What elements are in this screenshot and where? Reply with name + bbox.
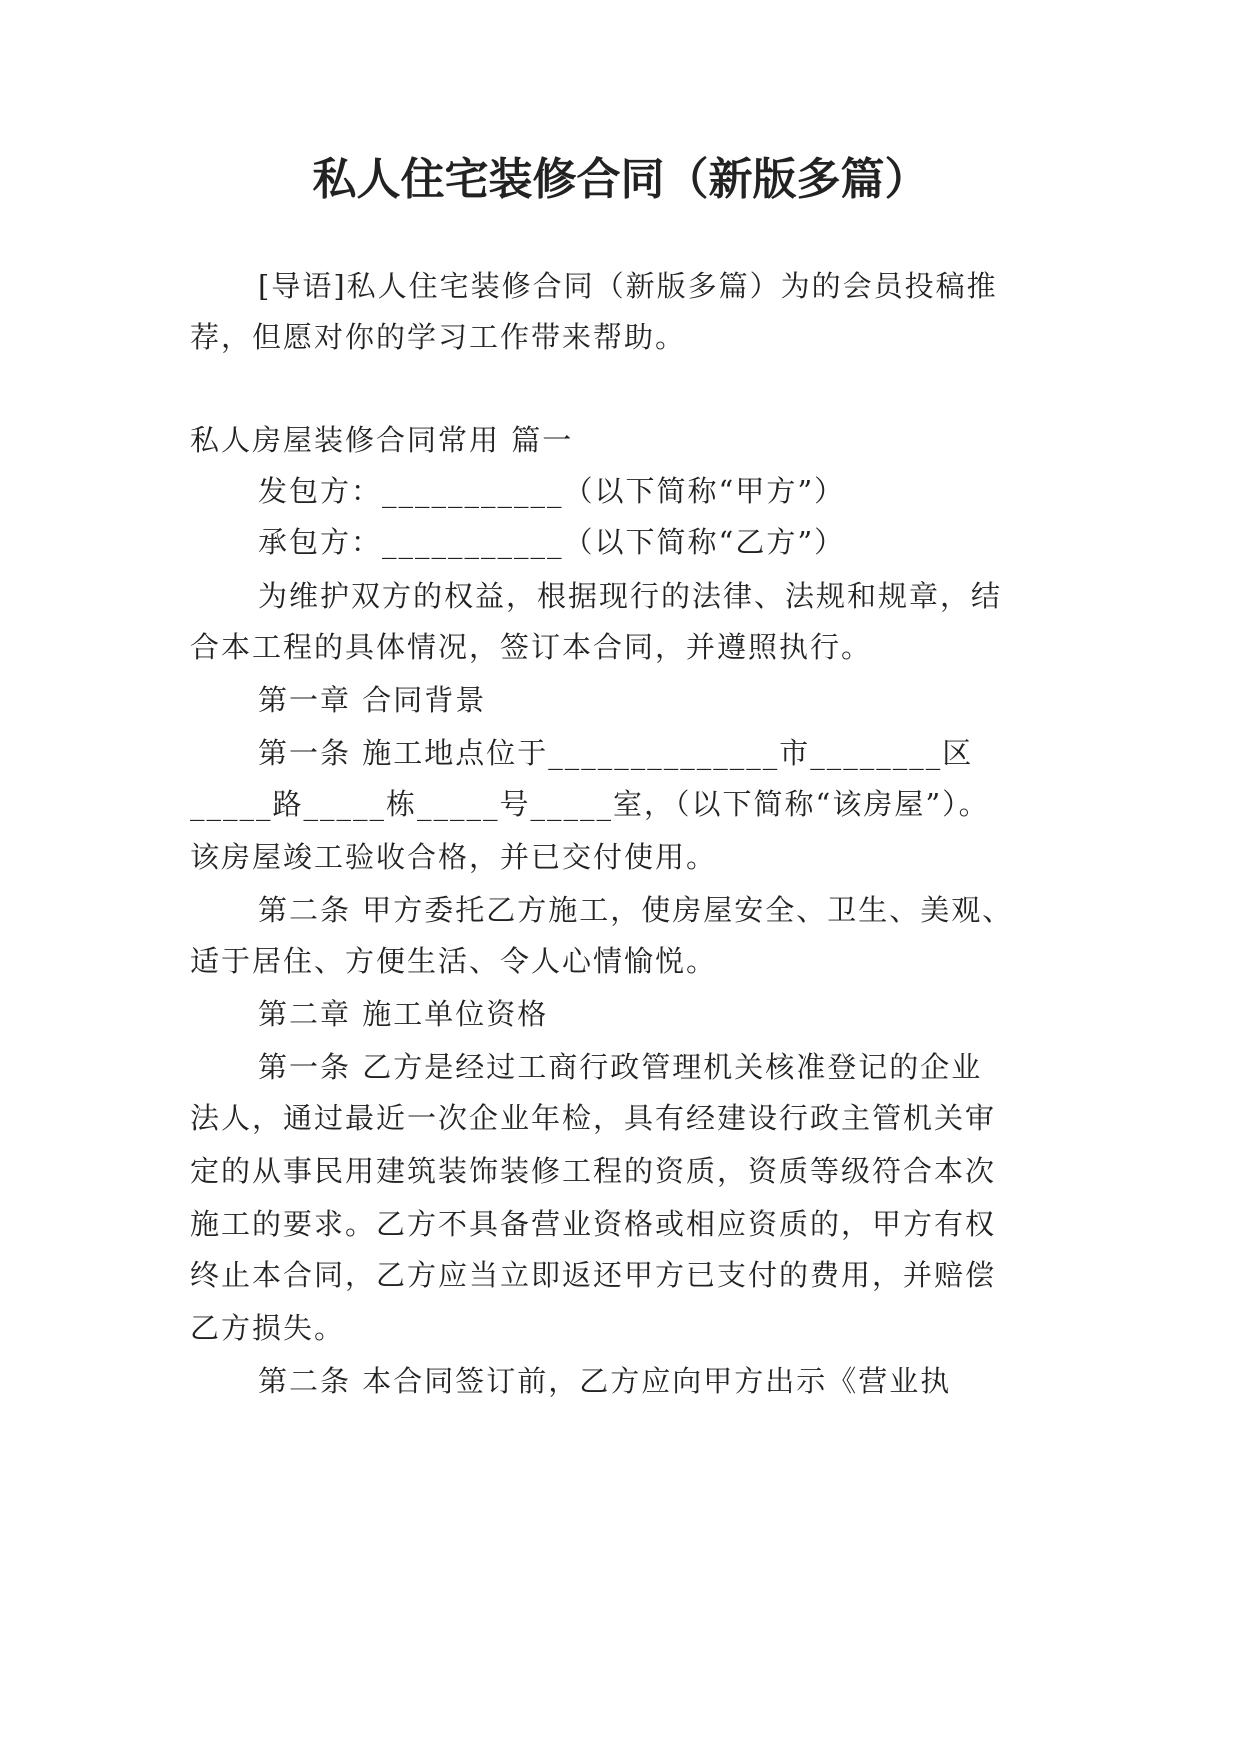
chapter-heading: 第一章 合同背景 [258,683,487,717]
paragraph-line: 施工的要求。乙方不具备营业资格或相应资质的，甲方有权 [190,1207,997,1241]
paragraph-line: 第二条 甲方委托乙方施工，使房屋安全、卫生、美观、 [258,893,1014,927]
document-title: 私人住宅装修合同（新版多篇） [312,154,929,205]
intro-line-2: 荐，但愿对你的学习工作带来帮助。 [190,320,687,354]
intro-line-1: [导语]私人住宅装修合同（新版多篇）为的会员投稿推 [258,269,998,303]
paragraph-line: 第二条 本合同签订前，乙方应向甲方出示《营业执 [258,1364,952,1398]
paragraph-line: 为维护双方的权益，根据现行的法律、法规和规章，结 [258,579,1003,613]
paragraph-line: 定的从事民用建筑装饰装修工程的资质，资质等级符合本次 [190,1154,997,1188]
contractor-line: 承包方：___________（以下简称“乙方”） [258,525,846,559]
paragraph-line: 适于居住、方便生活、令人心情愉悦。 [190,944,718,978]
paragraph-line: 乙方损失。 [190,1311,346,1345]
paragraph-line: 终止本合同，乙方应当立即返还甲方已支付的费用，并赔偿 [190,1258,997,1292]
paragraph-line: 该房屋竣工验收合格，并已交付使用。 [190,840,718,874]
paragraph-line: 第一条 施工地点位于______________市________区 [258,736,974,770]
employer-line: 发包方：___________（以下简称“甲方”） [258,474,846,508]
section-heading: 私人房屋装修合同常用 篇一 [190,423,574,457]
paragraph-line: _____路_____栋_____号_____室，（以下简称“该房屋”）。 [190,787,990,821]
paragraph-line: 合本工程的具体情况，签订本合同，并遵照执行。 [190,630,873,664]
paragraph-line: 法人，通过最近一次企业年检，具有经建设行政主管机关审 [190,1101,997,1135]
chapter-heading: 第二章 施工单位资格 [258,997,549,1031]
paragraph-line: 第一条 乙方是经过工商行政管理机关核准登记的企业 [258,1050,983,1084]
